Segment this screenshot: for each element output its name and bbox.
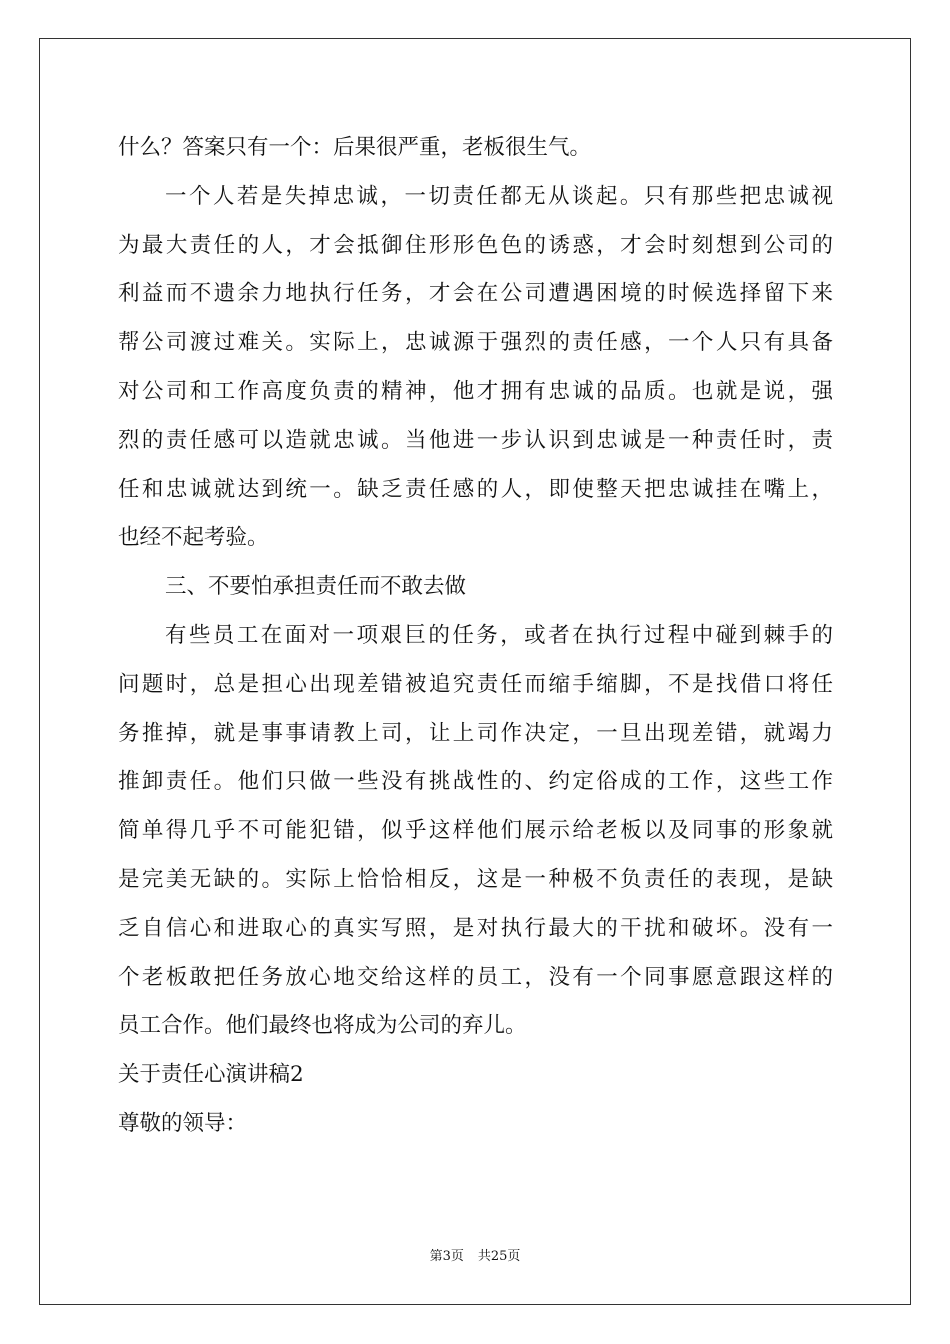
text-line: 为最大责任的人，才会抵御住形形色色的诱惑，才会时刻想到公司的	[118, 232, 833, 258]
text-line: 有些员工在面对一项艰巨的任务，或者在执行过程中碰到棘手的	[165, 622, 833, 648]
text-line: 尊敬的领导：	[118, 1110, 248, 1136]
text-line: 个老板敢把任务放心地交给这样的员工，没有一个同事愿意跟这样的	[118, 964, 833, 990]
text-line: 务推掉，就是事事请教上司，让上司作决定，一旦出现差错，就竭力	[118, 720, 833, 746]
text-line: 三、不要怕承担责任而不敢去做	[165, 574, 467, 600]
page-number: 第3页	[429, 1249, 464, 1264]
page-total: 共25页	[477, 1249, 521, 1264]
text-line: 是完美无缺的。实际上恰恰相反，这是一种极不负责任的表现，是缺	[118, 866, 833, 892]
page-footer	[0, 1247, 950, 1267]
text-line: 推卸责任。他们只做一些没有挑战性的、约定俗成的工作，这些工作	[118, 769, 833, 795]
text-line: 什么？答案只有一个：后果很严重，老板很生气。	[118, 135, 592, 160]
text-line: 员工合作。他们最终也将成为公司的弃儿。	[118, 1013, 527, 1039]
text-line: 也经不起考验。	[118, 525, 269, 551]
text-line: 简单得几乎不可能犯错，似乎这样他们展示给老板以及同事的形象就	[118, 818, 833, 844]
text-line: 帮公司渡过难关。实际上，忠诚源于强烈的责任感，一个人只有具备	[118, 330, 833, 356]
text-line: 对公司和工作高度负责的精神，他才拥有忠诚的品质。也就是说，强	[118, 378, 833, 404]
text-line: 乏自信心和进取心的真实写照，是对执行最大的干扰和破坏。没有一	[118, 915, 833, 941]
text-line: 烈的责任感可以造就忠诚。当他进一步认识到忠诚是一种责任时，责	[118, 427, 833, 453]
document-body	[118, 124, 833, 1149]
text-line: 利益而不遗余力地执行任务，才会在公司遭遇困境的时候选择留下来	[118, 281, 833, 307]
text-line: 任和忠诚就达到统一。缺乏责任感的人，即使整天把忠诚挂在嘴上，	[118, 476, 833, 502]
text-line: 关于责任心演讲稿2	[118, 1062, 304, 1088]
text-line: 一个人若是失掉忠诚，一切责任都无从谈起。只有那些把忠诚视	[165, 183, 833, 209]
text-line: 问题时，总是担心出现差错被追究责任而缩手缩脚，不是找借口将任	[118, 671, 833, 697]
